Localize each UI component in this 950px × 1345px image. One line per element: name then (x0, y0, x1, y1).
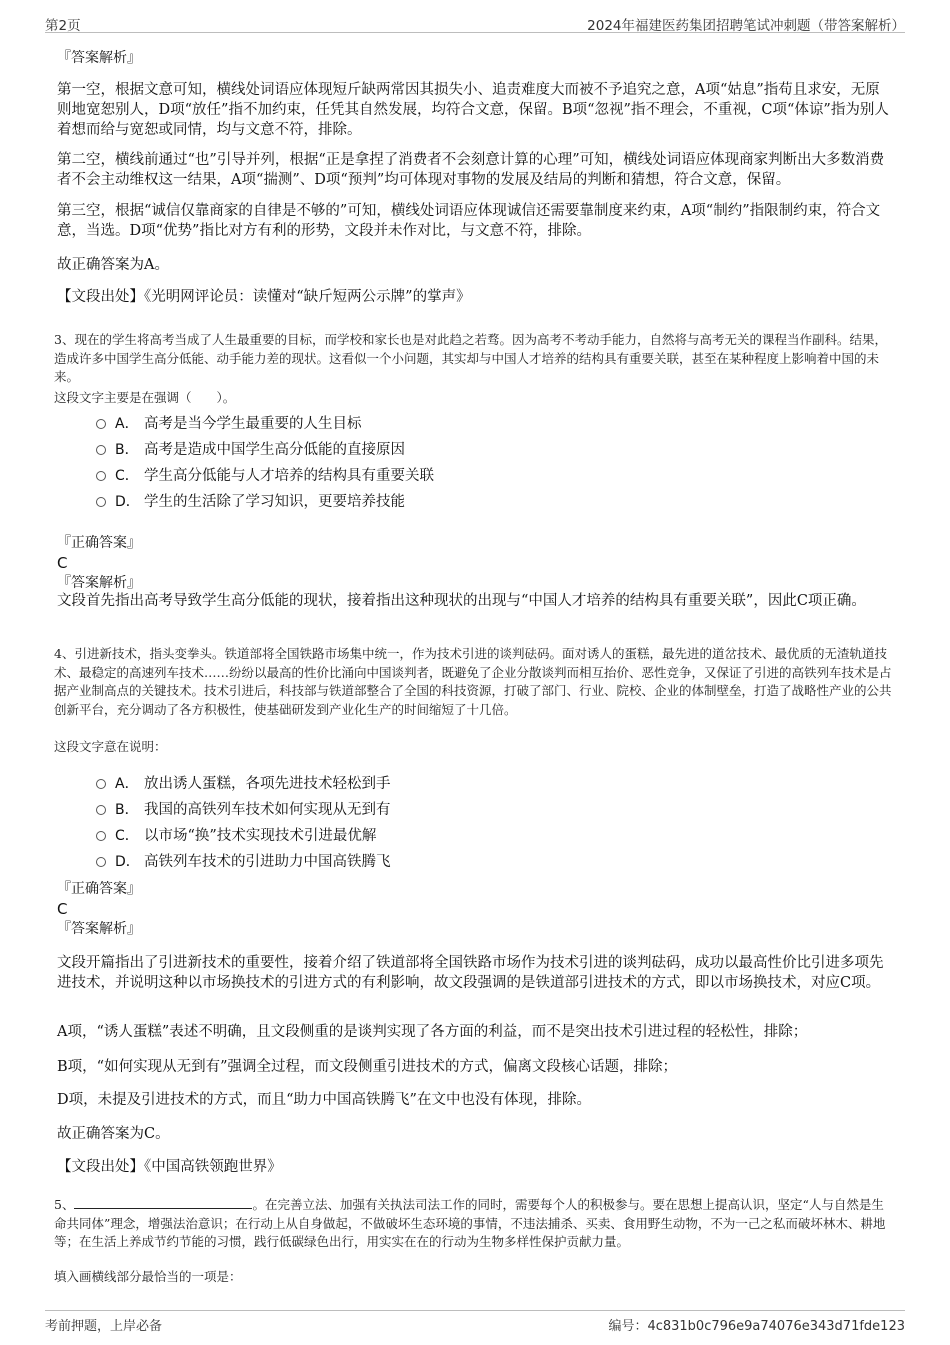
fill-in-blank (74, 1194, 252, 1209)
q4-answer-label: 『正确答案』 (57, 881, 141, 897)
q5-stem (54, 1194, 894, 1252)
document-id: 编号：4c831b0c796e9a74076e343d71fde123 (608, 1319, 905, 1334)
radio-icon[interactable] (96, 471, 106, 481)
radio-icon[interactable] (96, 497, 106, 507)
q4-option-c[interactable]: C． 以市场“换”技术实现技术引进最优解 (96, 825, 856, 847)
document-title: 2024年福建医药集团招聘笔试冲刺题（带答案解析） (587, 18, 905, 34)
q4-analysis-label: 『答案解析』 (57, 921, 141, 937)
q4-stem: 4、引进新技术，指头变拳头。铁道部将全国铁路市场集中统一，作为技术引进的谈判砝码。面对诱人的蛋糕，最先进的道岔技术、最优质的无渣轨道技术、最稳定的高速列车技术……纷纷以最高的性价比涌向中国谈判者，既避免了企业分散谈判而相互抬价、恶性竞争，又保证了引进的高铁列车技术是占据产业制高点的关键技术。技术引进后，科技部与铁道部整合了全国的科技资源，打破了部门、行业、院校、企业的体制壁垒，打造了战略性产业的公共创新平台，充分调动了各方积极性，使基础研发到产业化生产的时间缩短了十几倍。 (54, 646, 892, 717)
page-number: 第2页 (45, 18, 81, 34)
q4-option-d[interactable]: D． 高铁列车技术的引进助力中国高铁腾飞 (96, 851, 856, 873)
radio-icon[interactable] (96, 805, 106, 815)
q5-question: 填入画横线部分最恰当的一项是： (54, 1269, 242, 1284)
radio-icon[interactable] (96, 779, 106, 789)
q3-option-c[interactable]: C． 学生高分低能与人才培养的结构具有重要关联 (96, 465, 856, 487)
q2-analysis-label: 『答案解析』 (57, 50, 141, 66)
footer-slogan: 考前押题，上岸必备 (45, 1319, 163, 1334)
radio-icon[interactable] (96, 419, 106, 429)
radio-icon[interactable] (96, 831, 106, 841)
q3-answer-label: 『正确答案』 (57, 535, 141, 551)
q4-analysis-para-4: D项，未提及引进技术的方式，而且“助力中国高铁腾飞”在文中也没有体现，排除。 (57, 1092, 591, 1108)
q2-analysis-para-2: 第二空，横线前通过“也”引导并列，根据“正是拿捏了消费者不会刻意计算的心理”可知，横线处词语应体现商家判断出大多数消费者不会主动维权这一结果，A项“揣测”、D项“预判”均可体现对事物的发展及结局的判断和猜想，符合文意，保留。 (57, 152, 885, 188)
q2-source: 【文段出处】《光明网评论员：读懂对“缺斤短两公示牌”的掌声》 (57, 289, 471, 305)
page-header (45, 12, 905, 33)
q4-source: 【文段出处】《中国高铁领跑世界》 (57, 1159, 282, 1175)
radio-icon[interactable] (96, 445, 106, 455)
q5-number: 5、 (54, 1197, 75, 1212)
q4-option-a[interactable]: A． 放出诱人蛋糕，各项先进技术轻松到手 (96, 773, 856, 795)
q3-option-a[interactable]: A． 高考是当今学生最重要的人生目标 (96, 413, 856, 435)
q4-answer: C (57, 900, 68, 918)
q4-option-b[interactable]: B． 我国的高铁列车技术如何实现从无到有 (96, 799, 856, 821)
q4-analysis-para-3: B项，“如何实现从无到有”强调全过程，而文段侧重引进技术的方式，偏离文段核心话题，排除； (57, 1059, 677, 1075)
q5-stem-text: 。在完善立法、加强有关执法司法工作的同时，需要每个人的积极参与。要在思想上提高认识，坚定“人与自然是生命共同体”理念，增强法治意识；在行动上从自身做起，不做破坏生态环境的事情，不违法捕杀、买卖、食用野生动物，不为一己之私而破坏林木、耕地等；在生活上养成节约节能的习惯，践行低碳绿色出行，用实实在在的行动为生物多样性保护贡献力量。 (54, 1197, 886, 1249)
q2-analysis-para-3: 第三空，根据“诚信仅靠商家的自律是不够的”可知，横线处词语应体现诚信还需要靠制度来约束，A项“制约”指限制约束，符合文意，当选。D项“优势”指比对方有利的形势，文段并未作对比，与文意不符，排除。 (57, 203, 881, 239)
q2-conclusion: 故正确答案为A。 (57, 257, 169, 273)
q3-option-d[interactable]: D． 学生的生活除了学习知识，更要培养技能 (96, 491, 856, 513)
radio-icon[interactable] (96, 857, 106, 867)
q4-question: 这段文字意在说明： (54, 739, 167, 754)
q3-question: 这段文字主要是在强调（ ）。 (54, 390, 236, 405)
q3-option-b[interactable]: B． 高考是造成中国学生高分低能的直接原因 (96, 439, 856, 461)
q3-analysis-label: 『答案解析』 (57, 575, 141, 591)
q4-analysis-para-2: A项，“诱人蛋糕”表述不明确，且文段侧重的是谈判实现了各方面的利益，而不是突出技术引进过程的轻松性，排除； (57, 1024, 808, 1040)
q3-answer: C (57, 554, 68, 572)
q3-stem: 3、现在的学生将高考当成了人生最重要的目标，而学校和家长也是对此趋之若骛。因为高考不考动手能力，自然将与高考无关的课程当作副科。结果，造成许多中国学生高分低能、动手能力差的现状。这看似一个小问题，其实却与中国人才培养的结构具有重要关联，甚至在某种程度上影响着中国的未来。 (54, 332, 887, 384)
q4-analysis-para-1: 文段开篇指出了引进新技术的重要性，接着介绍了铁道部将全国铁路市场作为技术引进的谈判砝码，成功以最高性价比引进多项先进技术，并说明这种以市场换技术的引进方式的有利影响，故文段强调的是铁道部引进技术的方式，即以市场换技术，对应C项。 (57, 955, 884, 991)
page-footer (45, 1310, 905, 1335)
q4-conclusion: 故正确答案为C。 (57, 1126, 170, 1142)
q2-analysis-para-1: 第一空，根据文意可知，横线处词语应体现短斤缺两常因其损失小、追责难度大而被不予追究之意，A项“姑息”指苟且求安，无原则地宽恕别人，D项“放任”指不加约束，任凭其自然发展，均符合文意，保留。B项“忽视”指不理会，不重视，C项“体谅”指为别人着想而给与宽恕或同情，均与文意不符，排除。 (57, 82, 889, 138)
q3-analysis: 文段首先指出高考导致学生高分低能的现状，接着指出这种现状的出现与“中国人才培养的结构具有重要关联”，因此C项正确。 (57, 593, 866, 609)
